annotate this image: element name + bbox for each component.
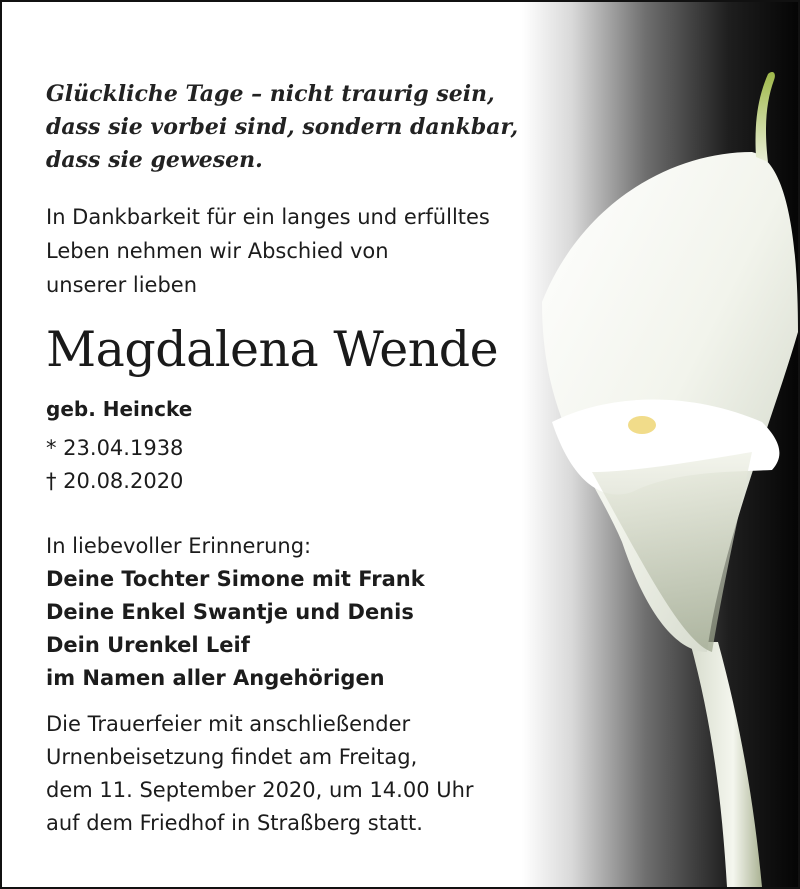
mourner-line: Deine Tochter Simone mit Frank [46,567,425,591]
poem [46,78,518,177]
death-date: † 20.08.2020 [46,469,184,493]
mourners-heading: In liebevoller Erinnerung: [46,534,312,558]
mourner-line: Dein Urenkel Leif [46,633,250,657]
deceased-name: Magdalena Wende [46,321,499,378]
mourner-line: im Namen aller Angehörigen [46,666,385,690]
service-line: auf dem Friedhof in Straßberg statt. [46,811,423,835]
service-line: Urnenbeisetzung findet am Freitag, [46,745,418,769]
intro-line: In Dankbarkeit für ein langes und erfülltes [46,205,490,229]
life-dates [46,432,183,498]
poem-line: Glückliche Tage – nicht traurig sein, [46,81,495,107]
intro-text [46,200,490,302]
poem-line: dass sie gewesen. [46,147,263,173]
birth-date: * 23.04.1938 [46,436,184,460]
service-line: dem 11. September 2020, um 14.00 Uhr [46,778,474,802]
mourner-line: Deine Enkel Swantje und Denis [46,600,414,624]
poem-line: dass sie vorbei sind, sondern dankbar, [46,114,519,140]
intro-line: Leben nehmen wir Abschied von [46,239,389,263]
maiden-name: geb. Heincke [46,397,193,421]
funeral-service-info [46,708,474,840]
mourners-block [46,530,425,695]
service-line: Die Trauerfeier mit anschließender [46,712,411,736]
intro-line: unserer lieben [46,273,198,297]
calla-lily-image [522,2,798,887]
